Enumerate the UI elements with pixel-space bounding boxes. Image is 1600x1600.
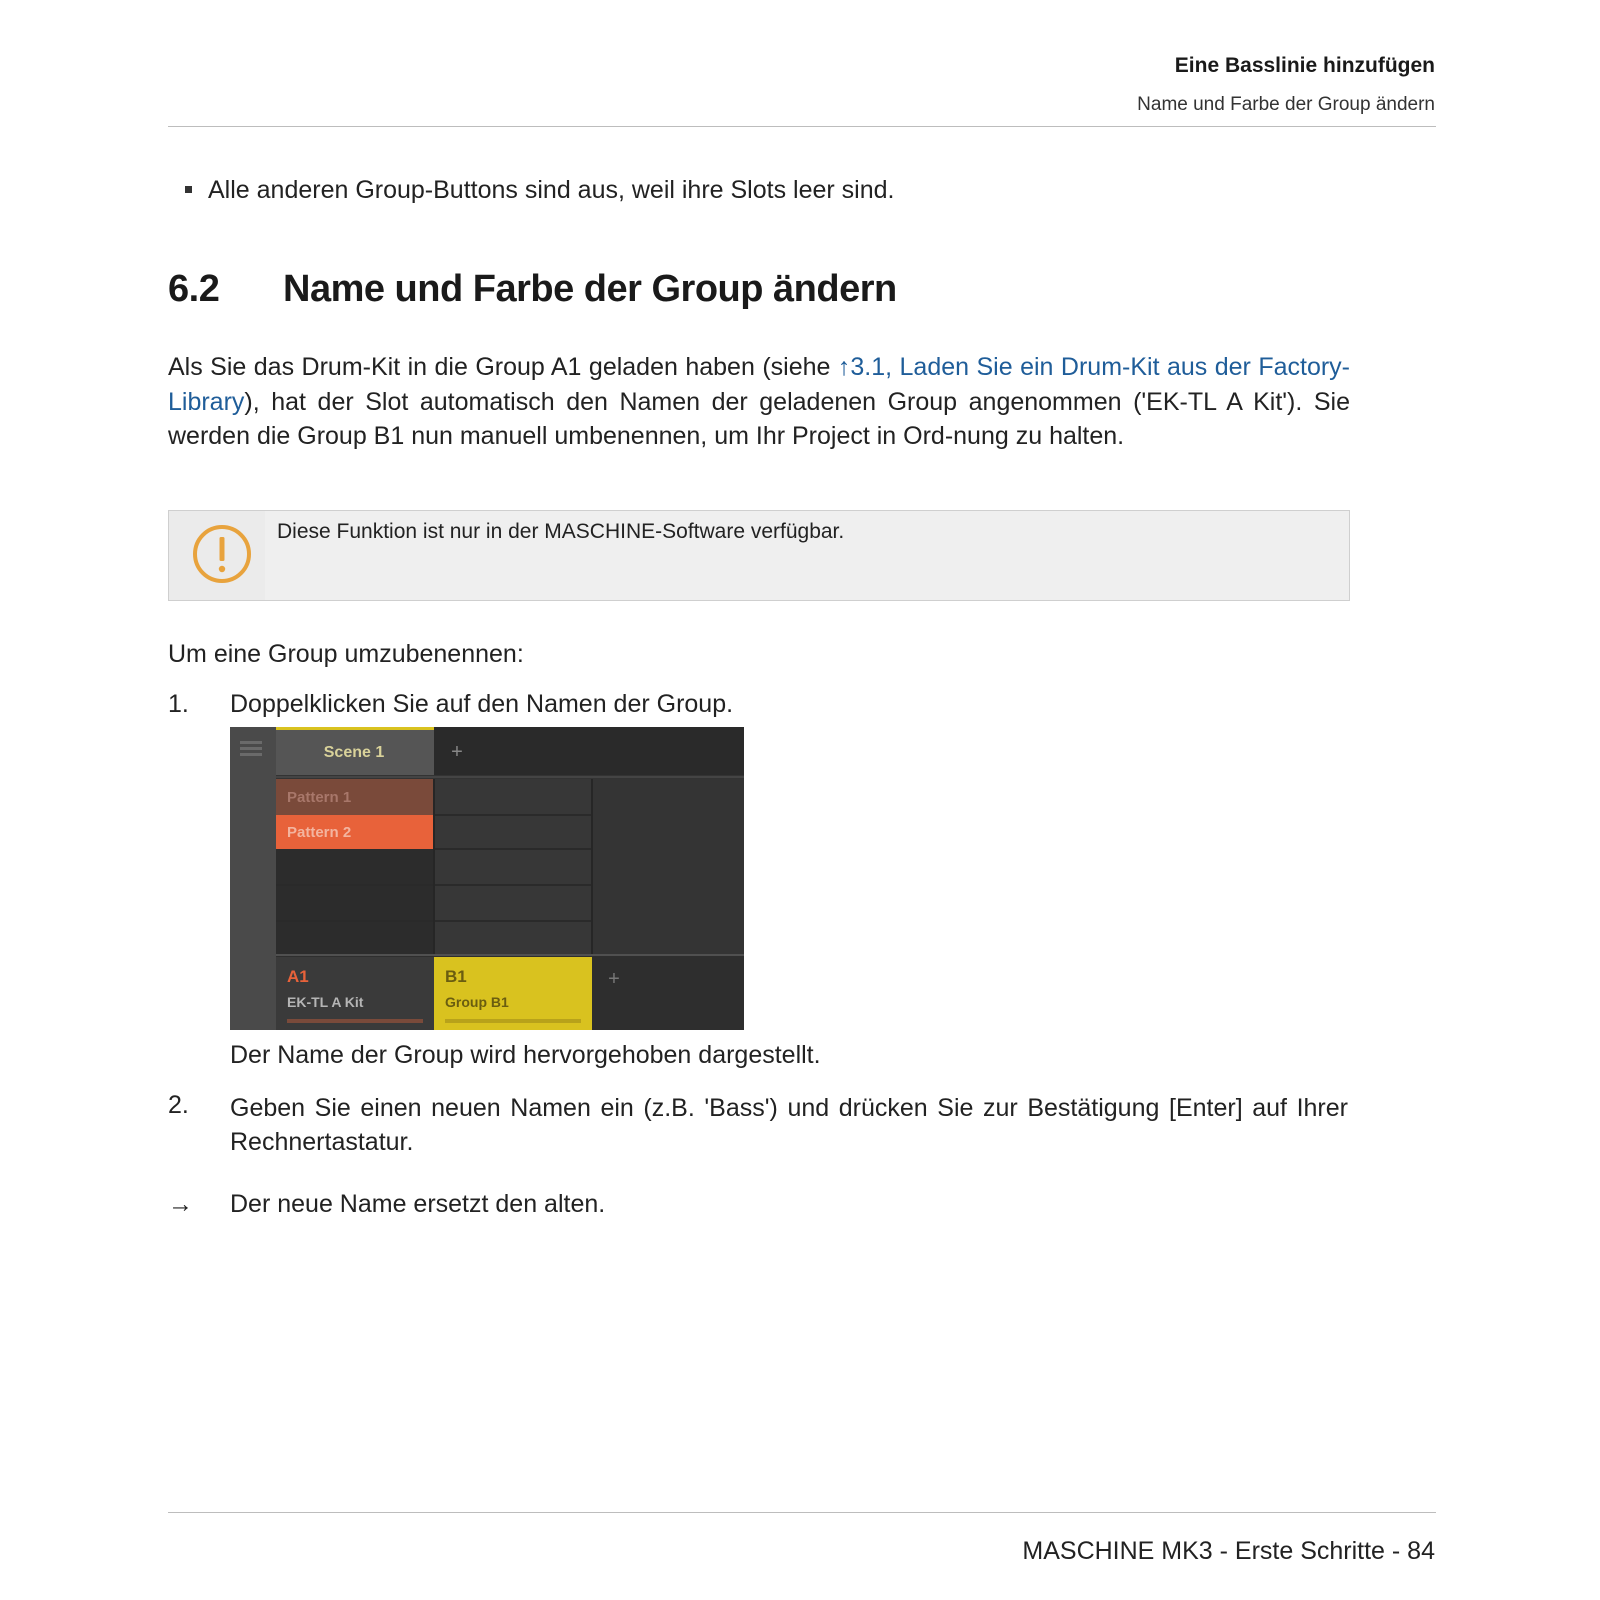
group-b1-id: B1 xyxy=(445,967,467,986)
add-scene-icon: + xyxy=(451,741,463,763)
cross-reference-link[interactable]: ↑3.1, Laden Sie ein Drum-Kit aus der Factory-Library xyxy=(168,353,1350,416)
pattern-2-label: Pattern 2 xyxy=(287,824,352,841)
pattern-1-label: Pattern 1 xyxy=(287,789,352,806)
step-2-number: 2. xyxy=(168,1091,189,1119)
screenshot-caption: Der Name der Group wird hervorgehoben dargestellt. xyxy=(230,1041,821,1069)
group-a1-name: EK-TL A Kit xyxy=(287,994,364,1010)
note-text: Diese Funktion ist nur in der MASCHINE-Software verfügbar. xyxy=(277,520,845,543)
arranger-screenshot xyxy=(230,727,744,1030)
group-a1-id: A1 xyxy=(287,967,309,986)
bullet-marker xyxy=(185,186,192,193)
bullet-text: Alle anderen Group-Buttons sind aus, weil ihre Slots leer sind. xyxy=(208,176,895,204)
running-header-section: Name und Farbe der Group ändern xyxy=(1137,94,1435,115)
body-paragraph xyxy=(168,350,1350,454)
step-1-text: Doppelklicken Sie auf den Namen der Group. xyxy=(230,690,734,718)
page-footer: MASCHINE MK3 - Erste Schritte - 84 xyxy=(1022,1537,1435,1565)
note-box xyxy=(168,510,1350,601)
header-rule xyxy=(168,126,1436,127)
scene-label: Scene 1 xyxy=(323,744,385,761)
paragraph-text-cont: ), hat der Slot automatisch den Namen der geladenen Group angenommen ('EK-TL A Kit'). Sie werden die Group B1 nun manuell umbenennen, um Ihr Project in Ord-nung zu halten. xyxy=(168,387,1350,450)
steps-intro: Um eine Group umzubenennen: xyxy=(168,640,524,668)
footer-rule xyxy=(168,1512,1436,1513)
step-1-number: 1. xyxy=(168,690,189,718)
note-icon-cell xyxy=(169,511,265,600)
running-header-chapter: Eine Basslinie hinzufügen xyxy=(1174,54,1435,77)
section-title: Name und Farbe der Group ändern xyxy=(283,268,897,310)
group-b1-name: Group B1 xyxy=(445,994,509,1010)
add-group-icon: + xyxy=(608,968,620,990)
arranger-view xyxy=(230,727,744,1030)
warning-icon xyxy=(191,523,253,585)
section-number: 6.2 xyxy=(168,268,220,310)
bullet-item xyxy=(185,176,894,205)
step-2-text: Geben Sie einen neuen Namen ein (z.B. 'Bass') und drücken Sie zur Bestätigung [Enter] auf Ihrer Rechnertastatur. xyxy=(230,1094,1348,1156)
result-arrow: → xyxy=(168,1190,193,1218)
paragraph-text: Als Sie das Drum-Kit in die Group A1 geladen haben (siehe xyxy=(168,353,838,381)
result-text: Der neue Name ersetzt den alten. xyxy=(230,1190,606,1218)
left-strip xyxy=(230,727,276,1030)
